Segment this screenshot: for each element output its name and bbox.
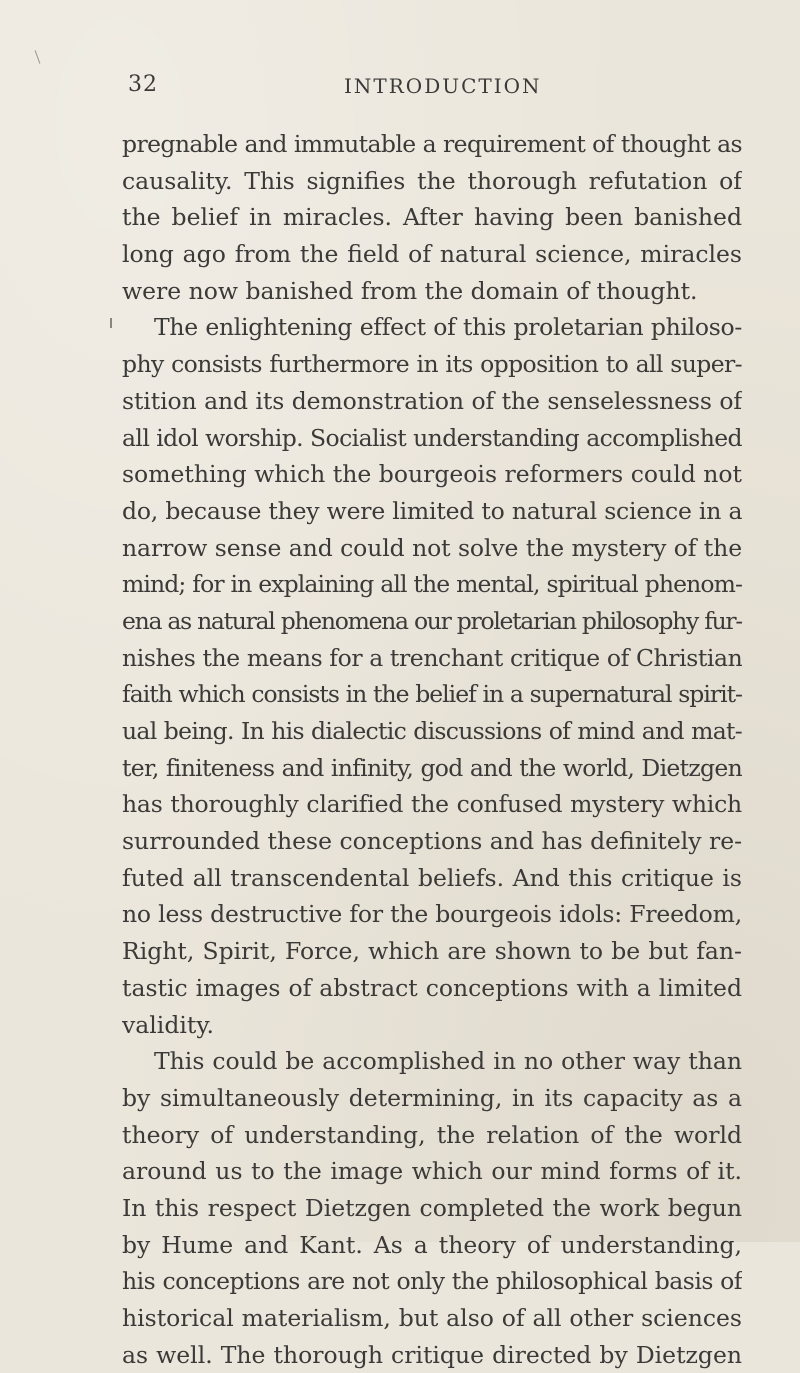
text-line: by Hume and Kant. As a theory of understanding,: [122, 1230, 742, 1259]
margin-mark: [110, 318, 112, 328]
text-line: Right, Spirit, Force, which are shown to be but fan-: [122, 937, 742, 966]
body-text: [122, 126, 742, 1373]
text-line: his conceptions are not only the philosophical basis of: [122, 1267, 742, 1296]
text-line: futed all transcendental beliefs. And this critique is: [122, 863, 742, 892]
text-line: causality. This signifies the thorough refutation of: [122, 166, 742, 195]
text-line: the belief in miracles. After having been banished: [122, 203, 742, 232]
text-line: by simultaneously determining, in its capacity as a: [122, 1083, 742, 1112]
text-line: do, because they were limited to natural science in a: [122, 496, 742, 525]
running-head: INTRODUCTION: [344, 74, 542, 98]
page-edge-mark: [35, 50, 41, 63]
text-line: ual being. In his dialectic discussions of mind and mat-: [122, 717, 742, 745]
text-line: This could be accomplished in no other way than: [154, 1047, 742, 1076]
text-line: pregnable and immutable a requirement of thought as: [122, 130, 742, 158]
text-line: has thoroughly clarified the confused mystery which: [122, 790, 742, 819]
text-line: were now banished from the domain of thought.: [122, 276, 698, 305]
text-line: long ago from the field of natural science, miracles: [122, 240, 742, 269]
text-line: validity.: [122, 1010, 214, 1039]
text-line: tastic images of abstract conceptions with a limited: [122, 973, 742, 1002]
text-line: all idol worship. Socialist understanding accomplished: [122, 423, 742, 452]
page-number: 32: [128, 72, 158, 97]
text-line: nishes the means for a trenchant critique of Christian: [122, 643, 742, 672]
page-header: [122, 72, 742, 102]
text-line: mind; for in explaining all the mental, spiritual phenom-: [122, 570, 742, 599]
text-line: something which the bourgeois reformers could not: [122, 460, 742, 489]
text-line: no less destructive for the bourgeois idols: Freedom,: [122, 900, 742, 929]
text-line: The enlightening effect of this proletarian philoso-: [154, 313, 742, 342]
text-line: theory of understanding, the relation of the world: [122, 1120, 742, 1149]
text-line: surrounded these conceptions and has definitely re-: [122, 827, 742, 856]
text-line: historical materialism, but also of all other sciences: [122, 1304, 742, 1332]
text-line: as well. The thorough critique directed by Dietzgen: [122, 1340, 742, 1369]
text-line: ena as natural phenomena our proletarian philosophy fur-: [122, 606, 742, 635]
text-line: stition and its demonstration of the senselessness of: [122, 386, 742, 415]
text-line: around us to the image which our mind forms of it.: [122, 1157, 742, 1186]
text-line: faith which consists in the belief in a supernatural spirit-: [122, 680, 742, 709]
text-line: phy consists furthermore in its opposition to all super-: [122, 350, 742, 379]
text-line: narrow sense and could not solve the mystery of the: [122, 533, 742, 562]
text-line: ter, finiteness and infinity, god and the world, Dietzgen: [122, 753, 742, 782]
text-line: In this respect Dietzgen completed the work begun: [122, 1193, 742, 1222]
